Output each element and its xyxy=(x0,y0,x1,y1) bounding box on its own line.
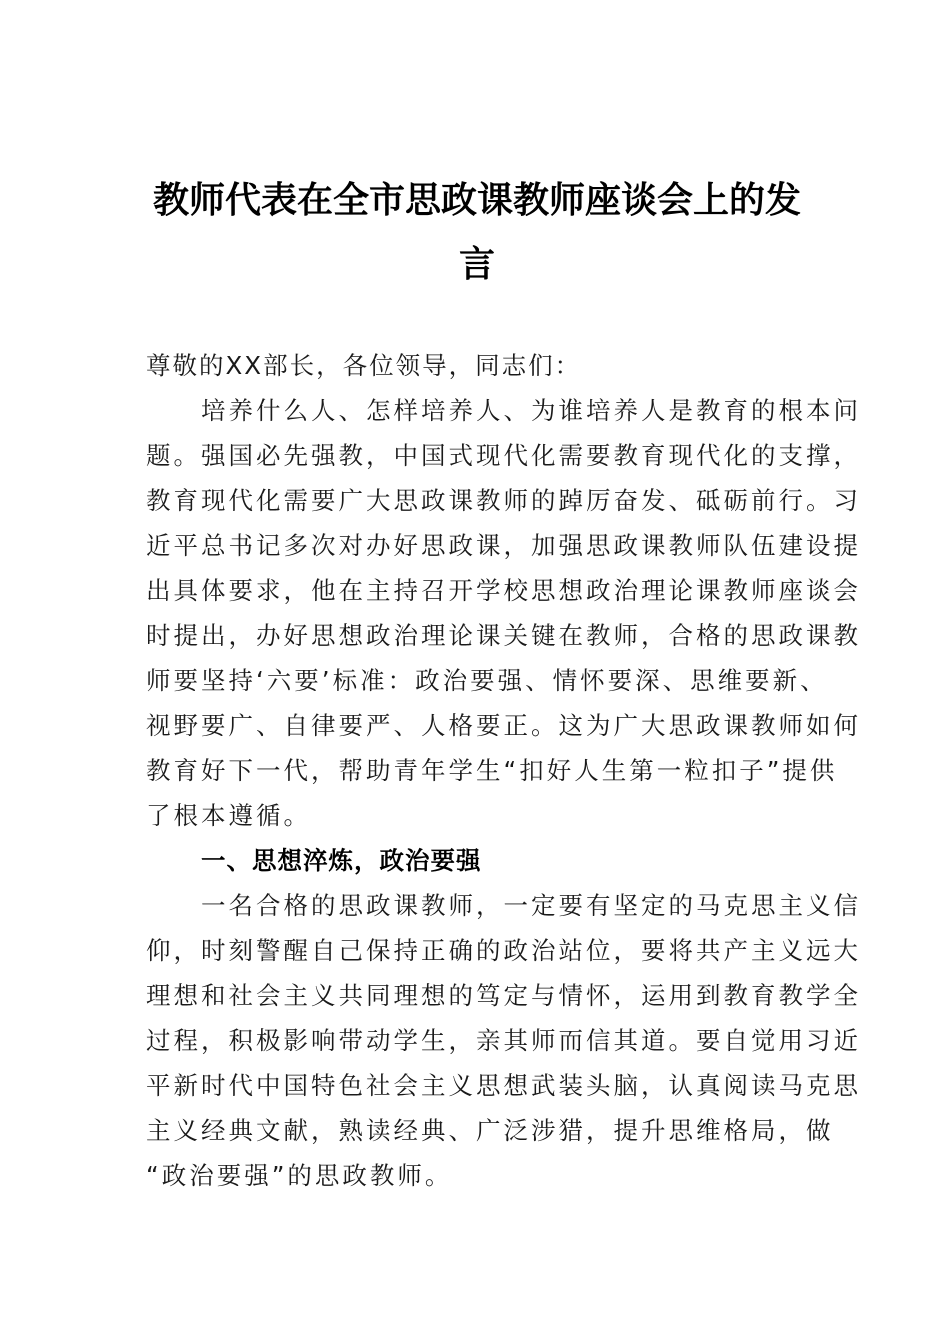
paragraph-line: 培养什么人、怎样培养人、为谁培养人是教育的根本问 xyxy=(201,396,861,425)
title-line-2: 言 xyxy=(458,243,495,285)
document-body xyxy=(146,343,861,1198)
paragraph-line: 视野要广、自律要严、人格要正。这为广大思政课教师如何 xyxy=(146,711,861,740)
paragraph-line: 一名合格的思政课教师，一定要有坚定的马克思主义信 xyxy=(201,891,861,920)
paragraph-2 xyxy=(146,883,861,1198)
paragraph-line: 了根本遵循。 xyxy=(146,801,311,830)
paragraph-line: 教育现代化需要广大思政课教师的踔厉奋发、砥砺前行。习 xyxy=(146,486,861,515)
paragraph-line: 时提出，办好思想政治理论课关键在教师，合格的思政课教 xyxy=(146,621,861,650)
paragraph-line: 题。强国必先强教，中国式现代化需要教育现代化的支撑， xyxy=(146,441,861,470)
paragraph-line: 近平总书记多次对办好思政课，加强思政课教师队伍建设提 xyxy=(146,531,861,560)
document-title xyxy=(146,168,808,296)
section-heading-text: 一、思想淬炼，政治要强 xyxy=(201,846,482,875)
paragraph-line: 师要坚持‘六要’标准：政治要强、情怀要深、思维要新、 xyxy=(146,666,828,695)
paragraph-line: 主义经典文献，熟读经典、广泛涉猎，提升思维格局，做 xyxy=(146,1116,834,1145)
section-heading-1 xyxy=(146,838,808,883)
paragraph-line: 过程，积极影响带动学生，亲其师而信其道。要自觉用习近 xyxy=(146,1026,861,1055)
paragraph-1 xyxy=(146,388,861,838)
paragraph-line: 仰，时刻警醒自己保持正确的政治站位，要将共产主义远大 xyxy=(146,936,861,965)
paragraph-line: 教育好下一代，帮助青年学生“扣好人生第一粒扣子”提供 xyxy=(146,756,838,785)
salutation xyxy=(146,343,808,388)
paragraph-line: 平新时代中国特色社会主义思想武装头脑，认真阅读马克思 xyxy=(146,1071,861,1100)
paragraph-line: “政治要强”的思政教师。 xyxy=(146,1161,453,1190)
title-line-1: 教师代表在全市思政课教师座谈会上的发 xyxy=(152,179,801,221)
paragraph-line: 出具体要求，他在主持召开学校思想政治理论课教师座谈会 xyxy=(146,576,861,605)
salutation-text: 尊敬的XX部长，各位领导，同志们： xyxy=(146,351,582,380)
paragraph-line: 理想和社会主义共同理想的笃定与情怀，运用到教育教学全 xyxy=(146,981,861,1010)
